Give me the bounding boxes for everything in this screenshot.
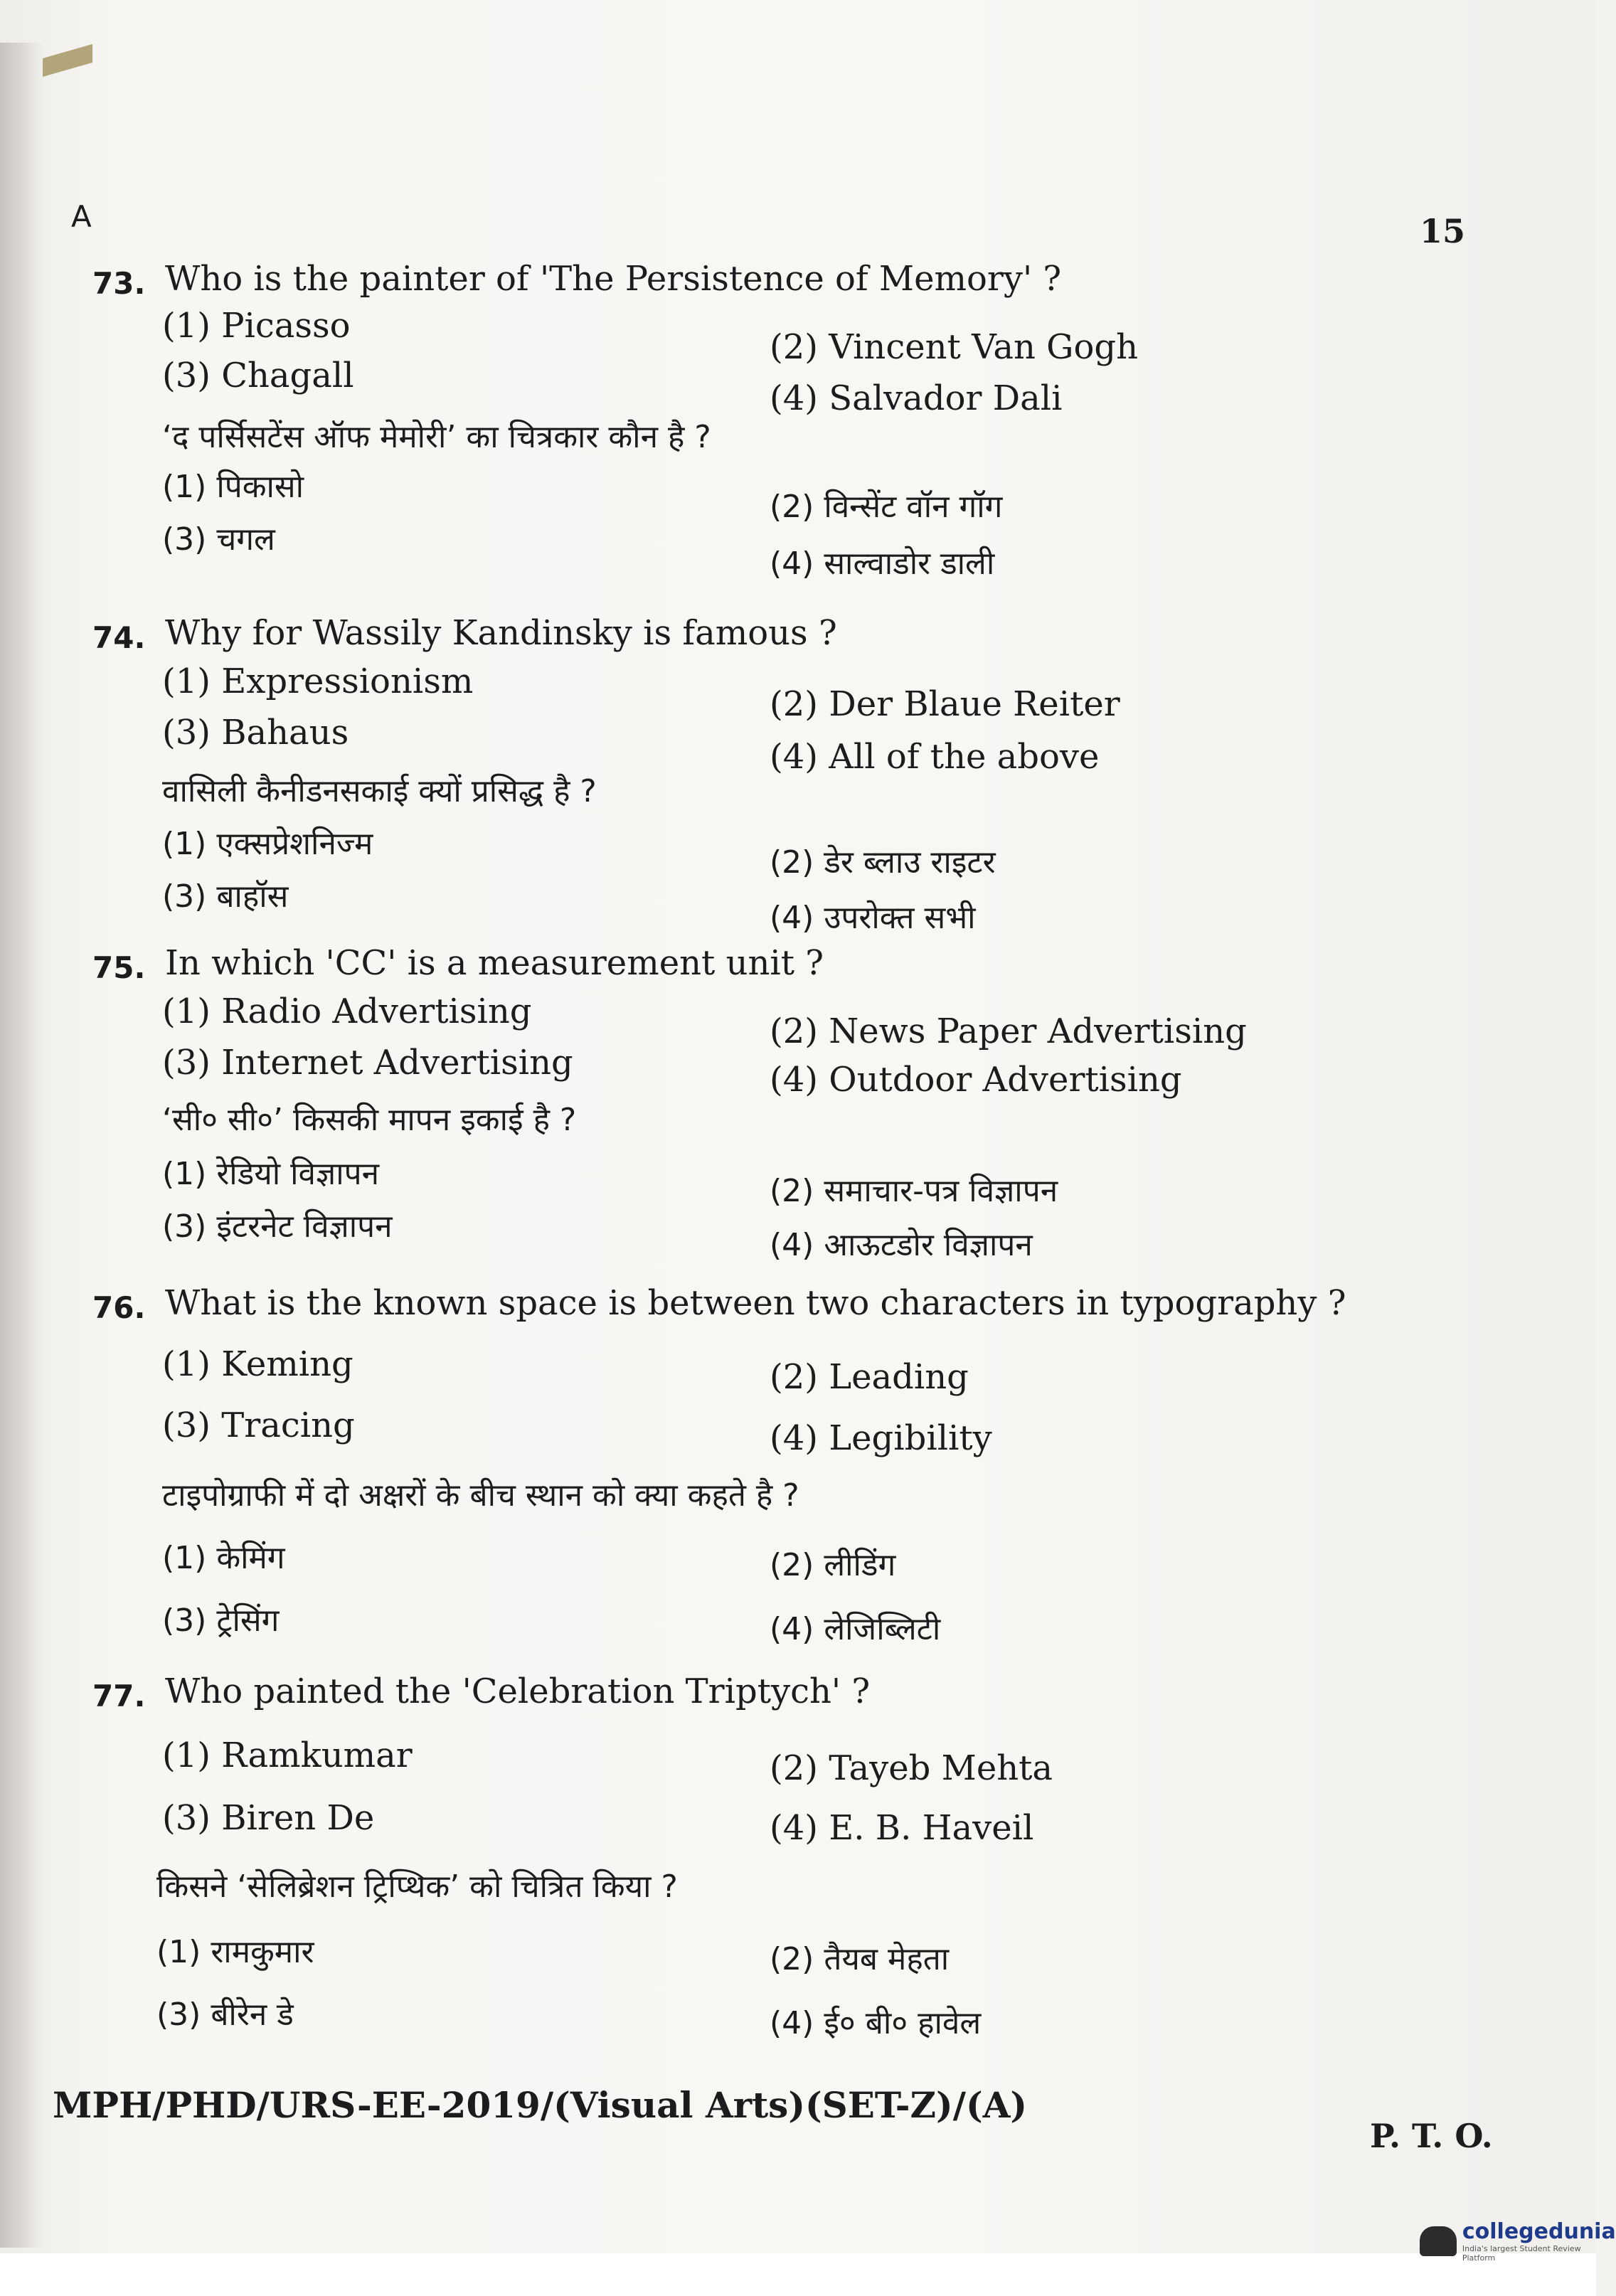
option-3-hi: (3) बीरेन डे (156, 1997, 294, 2033)
option-3-hi: (3) बाहॉस (162, 878, 289, 915)
option-2-hi: (2) लीडिंग (770, 1547, 896, 1583)
option-1-en: (1) Ramkumar (162, 1736, 413, 1775)
option-1-hi: (1) एक्सप्रेशनिज्म (162, 826, 373, 862)
question-text-en: In which 'CC' is a measurement unit ? (165, 943, 824, 983)
option-3-hi: (3) इंटरनेट विज्ञापन (162, 1208, 393, 1245)
question-text-en: Who painted the 'Celebration Triptych' ? (165, 1671, 871, 1711)
option-3-en: (3) Bahaus (162, 713, 349, 753)
page-edge-shadow (0, 43, 43, 2248)
option-4-hi: (4) उपरोक्त सभी (770, 900, 976, 936)
option-2-en: (2) Leading (770, 1357, 969, 1397)
option-4-hi: (4) लेजिब्लिटी (770, 1611, 941, 1647)
collegedunia-watermark (1420, 2219, 1616, 2263)
option-2-en: (2) Tayeb Mehta (770, 1748, 1053, 1788)
option-4-hi: (4) साल्वाडोर डाली (770, 546, 995, 582)
option-1-en: (1) Expressionism (162, 661, 474, 701)
option-1-en: (1) Keming (162, 1344, 354, 1384)
option-1-hi: (1) केमिंग (162, 1540, 285, 1576)
option-2-en: (2) Der Blaue Reiter (770, 684, 1120, 724)
watermark-name: collegedunia (1462, 2219, 1616, 2244)
page-number: 15 (1419, 212, 1465, 250)
question-number: 75. (92, 950, 146, 985)
option-3-hi: (3) ट्रेसिंग (162, 1603, 280, 1639)
option-1-hi: (1) पिकासो (162, 469, 304, 505)
option-2-hi: (2) विन्सेंट वॉन गॉग (770, 489, 1003, 525)
question-number: 73. (92, 266, 146, 301)
question-number: 77. (92, 1679, 146, 1713)
option-4-en: (4) E. B. Haveil (770, 1808, 1034, 1848)
question-number: 74. (92, 620, 146, 655)
question-text-hi: टाइपोग्राफी में दो अक्षरों के बीच स्थान को क्या कहते है ? (162, 1477, 799, 1514)
exam-code: MPH/PHD/URS-EE-2019/(Visual Arts)(SET-Z)/(A) (53, 2084, 1028, 2126)
question-number: 76. (92, 1290, 146, 1325)
set-letter: A (71, 199, 92, 234)
graduation-cap-icon (1420, 2226, 1457, 2256)
scan-bottom-margin (0, 2253, 1596, 2296)
option-4-en: (4) All of the above (770, 737, 1100, 777)
question-text-en: Who is the painter of 'The Persistence of Memory' ? (165, 259, 1062, 299)
question-text-en: Why for Wassily Kandinsky is famous ? (165, 613, 837, 653)
watermark-tagline: India's largest Student Review Platform (1462, 2244, 1581, 2263)
option-3-en: (3) Tracing (162, 1405, 355, 1445)
option-2-en: (2) Vincent Van Gogh (770, 327, 1139, 367)
option-2-en: (2) News Paper Advertising (770, 1011, 1247, 1051)
option-4-en: (4) Salvador Dali (770, 378, 1063, 418)
option-4-hi: (4) आऊटडोर विज्ञापन (770, 1227, 1033, 1263)
question-text-en: What is the known space is between two characters in typography ? (165, 1283, 1346, 1323)
option-3-en: (3) Chagall (162, 356, 354, 395)
option-4-en: (4) Outdoor Advertising (770, 1060, 1182, 1100)
option-4-en: (4) Legibility (770, 1418, 992, 1458)
option-1-hi: (1) रेडियो विज्ञापन (162, 1156, 380, 1192)
option-3-hi: (3) चगल (162, 521, 275, 558)
option-4-hi: (4) ई० बी० हावेल (770, 2005, 982, 2041)
question-text-hi: ‘द पर्सिसटेंस ऑफ मेमोरी’ का चित्रकार कौन है ? (162, 419, 711, 455)
option-2-hi: (2) समाचार-पत्र विज्ञापन (770, 1173, 1058, 1209)
folded-corner (43, 44, 92, 77)
option-3-en: (3) Biren De (162, 1798, 375, 1838)
option-1-hi: (1) रामकुमार (156, 1934, 314, 1970)
pto-label: P. T. O. (1370, 2117, 1493, 2155)
option-2-hi: (2) डेर ब्लाउ राइटर (770, 844, 996, 881)
question-text-hi: वासिली कैनीडनसकाई क्यों प्रसिद्ध है ? (162, 773, 597, 809)
question-text-hi: ‘सी० सी०’ किसकी मापन इकाई है ? (162, 1102, 577, 1138)
question-text-hi: किसने ‘सेलिब्रेशन ट्रिप्थिक’ को चित्रित किया ? (156, 1869, 678, 1905)
option-1-en: (1) Picasso (162, 306, 351, 346)
option-3-en: (3) Internet Advertising (162, 1043, 573, 1083)
option-1-en: (1) Radio Advertising (162, 992, 532, 1031)
option-2-hi: (2) तैयब मेहता (770, 1941, 950, 1977)
